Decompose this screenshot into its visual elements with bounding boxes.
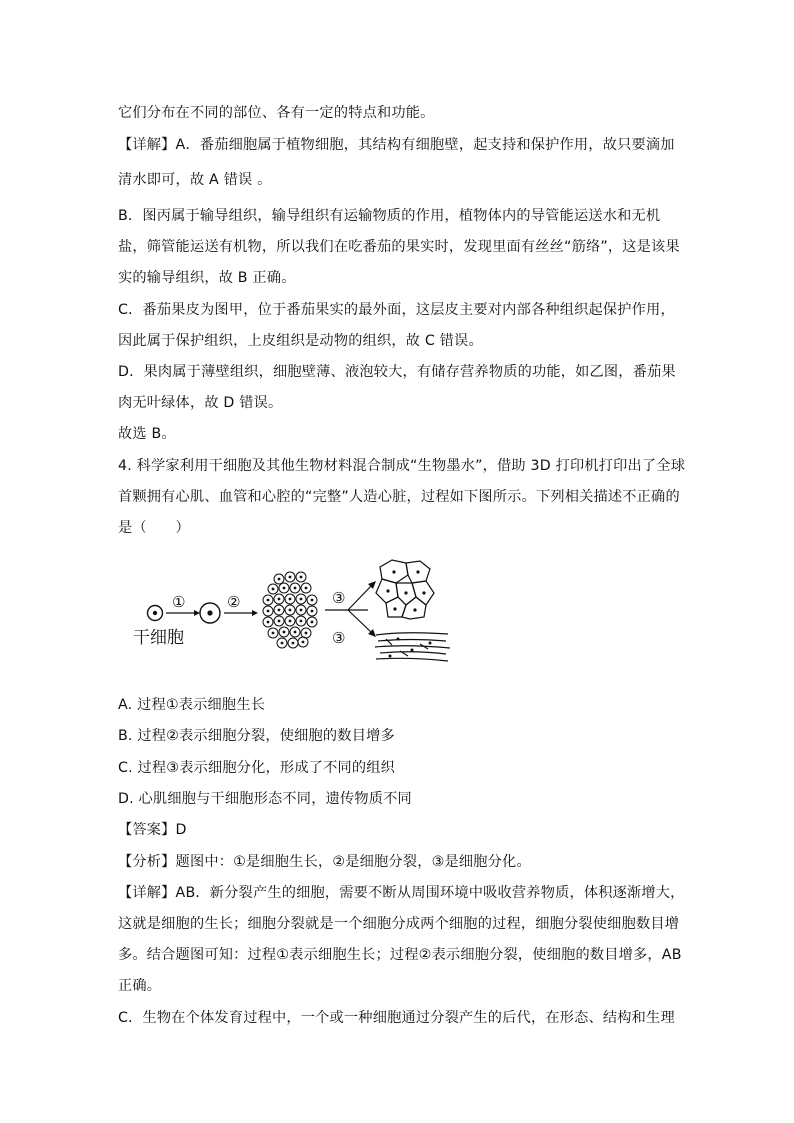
stem-cell-icon bbox=[148, 606, 163, 621]
step-1-label: ① bbox=[172, 593, 186, 611]
text-line: 实的输导组织，故 B 正确。 bbox=[118, 270, 296, 286]
muscle-tissue-icon bbox=[375, 633, 450, 661]
text-line: C．番茄果皮为图甲，位于番茄果实的最外面，这层皮主要对内部各种组织起保护作用， bbox=[118, 302, 675, 318]
text-line: 盐，筛管能运送有机物，所以我们在吃番茄的果实时，发现里面有丝丝“筋络”，这是该果 bbox=[118, 239, 680, 255]
cell-process-figure bbox=[130, 555, 460, 670]
text-line: 【详解】A．番茄细胞属于植物细胞，其结构有细胞壁，起支持和保护作用，故只要滴加 bbox=[118, 137, 675, 153]
question-4-line: 首颗拥有心肌、血管和心腔的“完整”人造心脏，过程如下图所示。下列相关描述不正确的 bbox=[118, 489, 680, 505]
option-c: C. 过程③表示细胞分化，形成了不同的组织 bbox=[118, 760, 396, 776]
text-line: 清水即可，故 A 错误 。 bbox=[118, 172, 272, 188]
text-line: 【详解】AB．新分裂产生的细胞，需要不断从周围环境中吸收营养物质，体积逐渐增大， bbox=[118, 885, 685, 901]
text-line: 多。结合题图可知：过程①表示细胞生长；过程②表示细胞分裂，使细胞的数目增多，AB bbox=[118, 947, 682, 963]
text-line: C．生物在个体发育过程中，一个或一种细胞通过分裂产生的后代，在形态、结构和生理 bbox=[118, 1010, 675, 1026]
answer-line: 【答案】D bbox=[118, 822, 187, 838]
text-line: B．图丙属于输导组织，输导组织有运输物质的作用，植物体内的导管能运送水和无机 bbox=[118, 208, 661, 224]
grown-cell-icon bbox=[200, 603, 220, 623]
step-3-upper-label: ③ bbox=[332, 589, 346, 607]
text-line: D．果肉属于薄壁组织，细胞壁薄、液泡较大，有储存营养物质的功能，如乙图，番茄果 bbox=[118, 364, 676, 380]
option-d: D. 心肌细胞与干细胞形态不同，遗传物质不同 bbox=[118, 791, 412, 807]
text-line: 肉无叶绿体，故 D 错误。 bbox=[118, 395, 283, 411]
stem-cell-label: 干细胞 bbox=[133, 628, 184, 648]
option-a: A. 过程①表示细胞生长 bbox=[118, 697, 266, 713]
text-line: 它们分布在不同的部位、各有一定的特点和功能。 bbox=[118, 105, 435, 121]
analysis-line: 【分析】题图中：①是细胞生长，②是细胞分裂，③是细胞分化。 bbox=[118, 854, 531, 870]
step-2-label: ② bbox=[227, 593, 241, 611]
text-line: 因此属于保护组织，上皮组织是动物的组织，故 C 错误。 bbox=[118, 333, 483, 349]
text-line: 这就是细胞的生长；细胞分裂就是一个细胞分成两个细胞的过程，细胞分裂使细胞数目增 bbox=[118, 916, 680, 932]
step-3-lower-label: ③ bbox=[332, 629, 346, 647]
polygonal-tissue-icon bbox=[376, 560, 434, 619]
question-4-line: 是（ ） bbox=[118, 520, 190, 536]
text-line: 正确。 bbox=[118, 978, 162, 994]
option-b: B. 过程②表示细胞分裂，使细胞的数目增多 bbox=[118, 728, 395, 744]
text-line: 故选 B。 bbox=[118, 426, 176, 442]
question-4-line: 4. 科学家利用干细胞及其他生物材料混合制成“生物墨水”，借助 3D 打印机打印出了全球 bbox=[118, 458, 686, 474]
